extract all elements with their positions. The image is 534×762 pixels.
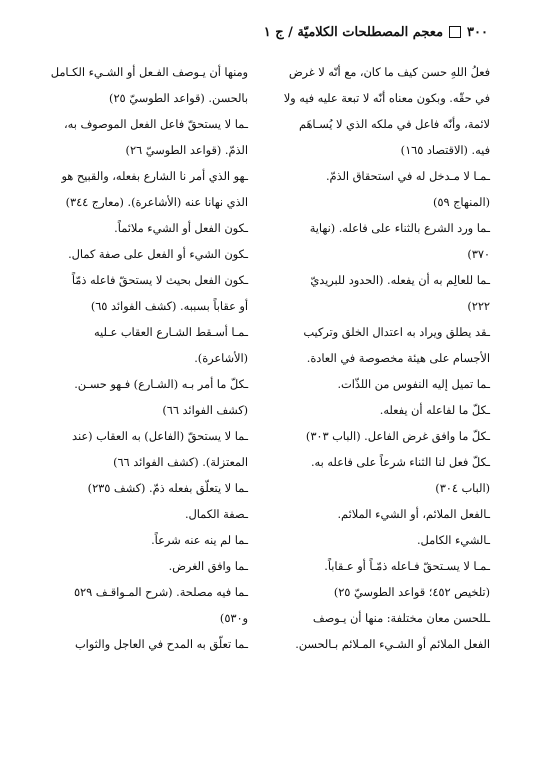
text-line: في حقّه. وبكون معناه أنّه لا تبعة عليه فيه ولا: [283, 92, 490, 105]
text-line: (المنهاج ٥٩): [432, 196, 490, 209]
text-line: ـما وافق الغرض.: [168, 560, 248, 573]
text-line: ـالفعل الملائم، أو الشيء الملائم.: [337, 508, 490, 521]
text-line: ـمـا لا مـدخل له في استحقاق الذمّ.: [325, 170, 490, 183]
text-line: ـكون الفعل أو الشيء ملائماً.: [114, 222, 248, 235]
text-line: ومنها أن يـوصف الفـعل أو الشـيء الكـامل: [50, 66, 248, 79]
text-line: الذي نهانا عنه (الأشاعرة). (معارج ٣٤٤): [65, 196, 248, 209]
text-line: فيه. (الاقتصاد ١٦٥): [400, 144, 490, 157]
text-line: ـكلّ ما لفاعله أن يفعله.: [379, 404, 490, 417]
text-line: ـما تميل إليه النفوس من اللذّات.: [337, 378, 490, 391]
text-line: (تلخيص ٤٥٢؛ قواعد الطوسيّ ٢٥): [333, 586, 490, 599]
text-line: لائمة، وأنّه فاعل في ملكه الذي لا يُسـاهَم: [298, 118, 490, 131]
text-line: ٢٢٢): [467, 300, 490, 313]
running-title: معجم المصطلحات الكلاميّة / ج ١: [263, 24, 444, 40]
text-line: ـهو الذي أمر نا الشارع بفعله، والقبيح هو: [61, 170, 248, 183]
text-line: ـما ورد الشرع بالثناء على فاعله. (نهاية: [309, 222, 490, 235]
text-line: ـمـا أسـقط الشـارع العقاب عـليه: [94, 326, 248, 339]
text-line: و٥٣٠): [219, 612, 248, 625]
text-line: ـصفة الكمال.: [184, 508, 248, 521]
left-column: [26, 60, 248, 658]
text-line: ـمـا لا يسـتحقّ فـاعله ذمّـاً أو عـقاباً.: [324, 560, 490, 573]
text-line: ـقد يطلق ويراد به اعتدال الخلق وتركيب: [303, 326, 490, 339]
text-line: فعلُ اللهِ حسن كيف ما كان، مع أنّه لا غرض: [288, 66, 490, 79]
text-line: ـما للعالِم به أن يفعله. (الحدود للبريديّ: [310, 274, 490, 287]
text-line: ـالشيء الكامل.: [416, 534, 490, 547]
text-line: المعتزلة). (كشف الفوائد ٦٦): [113, 456, 248, 469]
text-line: ـما فيه مصلحة. (شرح المـواقـف ٥٢٩: [73, 586, 248, 599]
right-column: [268, 60, 490, 658]
text-line: ـما تعلّق به المدح في العاجل والثواب: [74, 638, 248, 651]
text-line: الذمّ. (قواعد الطوسيّ ٢٦): [125, 144, 248, 157]
text-line: ـكون الفعل بحيث لا يستحقّ فاعله ذمّاً: [71, 274, 248, 287]
square-icon: [449, 26, 461, 38]
text-line: أو عقاباً بسببه. (كشف الفوائد ٦٥): [90, 300, 248, 313]
text-line: ـكون الشيء أو الفعل على صفة كمال.: [68, 248, 248, 261]
text-line: ـما لا يستحقّ فاعل الفعل الموصوف به،: [64, 118, 248, 131]
text-line: ـما لا يستحقّ (الفاعل) به العقاب (عند: [72, 430, 248, 443]
text-line: (كشف الفوائد ٦٦): [162, 404, 248, 417]
text-line: ـللحسن معان مختلفة: منها أن يـوصف: [312, 612, 490, 625]
text-line: ـما لا يتعلّق بفعله ذمّ. (كشف ٢٣٥): [87, 482, 248, 495]
text-line: ـكلّ ما أمر بـه (الشـارع) فـهو حسـن.: [74, 378, 248, 391]
text-line: ٣٧٠): [467, 248, 490, 261]
text-line: الأجسام على هيئة مخصوصة في العادة.: [306, 352, 490, 365]
text-line: ـما لم ينه عنه شرعاً.: [151, 534, 248, 547]
text-line: بالحسن. (قواعد الطوسيّ ٢٥): [109, 92, 248, 105]
text-line: (الأشاعرة).: [194, 352, 248, 365]
page-number: ٣٠٠: [467, 24, 488, 40]
text-line: الفعل الملائم أو الشـيء المـلائم بـالحسن.: [295, 638, 490, 651]
text-line: ـكلّ فعل لنا الثناء شرعاً على فاعله به.: [310, 456, 490, 469]
page-header: [46, 20, 488, 44]
text-line: ـكلّ ما وافق غرض الفاعل. (الباب ٣٠٣): [305, 430, 490, 443]
text-line: (الباب ٣٠٤): [435, 482, 490, 495]
